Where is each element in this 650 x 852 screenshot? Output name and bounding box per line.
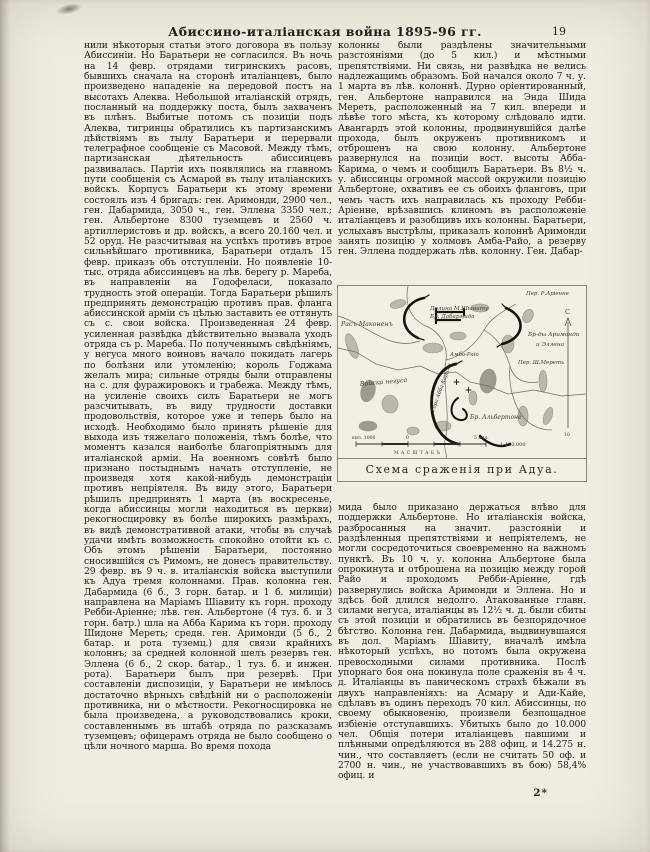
scan-smudge bbox=[55, 1, 83, 16]
scale-left-label: кил. 1000 bbox=[352, 436, 376, 441]
scale-right-label: 5 кил. bbox=[474, 436, 489, 441]
right-text-column-bottom: мида было приказано держаться влѣво для поддержки Альбертоне. Но италіанскія войска, разбросанныя на значит. разстояніи и раздѣленныя препятствіями и непріятелемъ, не могли сосредоточиться своевременно на важномъ пунктѣ. Въ 10 ч. у. колонна Альбертоне была опрокинута и отброшена на позицію между горой Райо и проходомъ Ребби-Аріенне, гдѣ развернулись войска Аримонди и Эллена. Но и здѣсь бой длился недолго. Атакованные главн. силами негуса, италіанцы въ 12½ ч. д. были сбиты съ этой позиціи и обратились въ безпорядочное бѣгство. Колонна ген. Дабармида, выдвинувшаяся въ дол. Маріамъ Шіавиту, вначалѣ имѣла нѣкоторый успѣхъ, но потомъ была окружена превосходными силами противника. Послѣ упорнаго боя она покинула поле сраженія въ 4 ч. д. Италіанцы въ паническомъ страхѣ бѣжали въ двухъ направленіяхъ: на Асмару и Ади-Кайе, сдѣлавъ въ одинъ переходъ 70 кил. Абиссинцы, по своему обыкновенію, произвели безпощадное избіеніе отступавшихъ. Убитыхъ было до 10.000 чел. Общія потери италіанцевъ павшими и плѣнными опредѣляются въ 288 офиц. и 14.275 н. чин., что составляетъ (если не считать 50 оф. и 2700 н. чин., не участвовавшихъ въ бою) 58,4% офиц. и bbox=[338, 503, 586, 782]
running-head: Абиссино-италіанская война 1895-96 гг. bbox=[168, 24, 482, 39]
map-label-per-sh-meret: Пер. Ш.Мереть bbox=[518, 360, 565, 366]
battle-map-figure bbox=[337, 285, 587, 482]
svg-text:10: 10 bbox=[564, 433, 570, 438]
map-label-abba-karima: Гора Абба-Карима bbox=[430, 362, 454, 413]
map-label-amba-raio: Амба-Раіо bbox=[450, 352, 479, 358]
map-label-br-albertone: Бр. Альбертоне bbox=[470, 414, 522, 421]
north-arrow-icon bbox=[564, 308, 571, 438]
signature-mark: 2* bbox=[533, 787, 548, 799]
scan-edge-shadow bbox=[0, 0, 10, 852]
map-label-dolina-shiavitu: Долина М.Шіавиту bbox=[430, 306, 489, 312]
map-label-ras-makonen: Расъ Маконенъ bbox=[341, 321, 393, 328]
map-label-brigades-arimondi: Бр-ды Аримонди bbox=[528, 332, 580, 338]
scale-ratio: 1:420.000 bbox=[500, 442, 526, 448]
svg-text:С: С bbox=[565, 308, 570, 316]
map-label-per-r-arienne: Пер. Р.Аріенне bbox=[526, 291, 569, 297]
page-number: 19 bbox=[552, 25, 566, 38]
left-text-column: нили нѣкоторыя статьи этого договора въ пользу Абиссиніи. Но Баратьери не согласился. Въ ночь на 14 февр. отрядами тигринскихъ расовъ, бывшихъ сначала на сторонѣ италіанцевъ, было произведено нападеніе на передовой постъ на высотахъ Алеква. Небольшой италіанскій отрядъ, посланный на поддержку поста, былъ захваченъ въ плѣнъ. Выбитые потомъ съ позиціи подъ Алеква, тигринцы обратились къ партизанскимъ дѣйствіямъ въ тылу Баратьери и перервали телеграфное сообщеніе съ Масовой. Между тѣмъ, партизанская дѣятельность абиссинцевъ развивалась. Партіи ихъ появлялись на главномъ пути сообщенія съ Асмарой въ тылу италіанскихъ войскъ. Корпусъ Баратьери къ этому времени состоялъ изъ 4 бригадъ: ген. Аримонди, 2900 чел., ген. Дабармида, 3050 ч., ген. Эллена 3350 чел.; ген. Альбертоне 8300 туземцевъ и 2560 ч. артиллеристовъ и др. войскъ, а всего 20.160 чел. и 52 оруд. Не разсчитывая на успѣхъ противъ втрое сильнѣйшаго противника, Баратьери отдалъ 15 февр. приказъ объ отступленіи. Но появленіе 10-тыс. отряда абиссинцевъ на лѣв. берегу р. Мареба, въ направленіи на Годофеласи, показало трудность этой операціи. Тогда Баратьери рѣшилъ предпринять демонстрацію противъ прав. фланга абиссинской арміи съ цѣлью заставить ее оттянуть съ с. свои войска. Произведенная 24 февр. усиленная развѣдка дѣйствительно вызвала уходъ отряда съ р. Мареба. По полученнымъ свѣдѣніямъ, у негуса много воиновъ начало покидать лагерь по болѣзни или утомленію; король Годжама желалъ мира; сильные отряды были отправлены на с. для фуражировокъ и грабежа. Между тѣмъ, на усиленіе своихъ силъ Баратьери не могъ разсчитывать, въ виду трудности доставки продовольствія, которое уже и теперь было на исходѣ. Необходимо было принять рѣшеніе для выхода изъ тяжелаго положенія, тѣмъ болѣе, что моментъ казался наиболѣе благопріятнымъ для италіанской арміи. На военномъ совѣтѣ было признано постыднымъ начать отступленіе, не произведя хотя какой-нибудь демонстраціи противъ непріятеля. Въ виду этого, Баратьери рѣшилъ предпринять 1 марта (въ воскресенье, когда абиссинцы могли находиться въ церкви) рекогносцировку въ болѣе широкихъ размѣрахъ, въ видѣ демонстративной атаки, чтобы въ случаѣ удачи имѣть возможность спокойно отойти къ с. Объ этомъ рѣшеніи Баратьери, постоянно сносившійся съ Римомъ, не донесъ правительству. 29 февр. въ 9 ч. в. италіанскія войска выступили къ Адуа тремя колоннами. Прав. колонна ген. Дабармида (6 б., 3 горн. батар. и 1 б. милиціи) направлена на Маріамъ Шіавиту къ горн. проходу Ребби-Аріенне; лѣв. ген. Альбертоне (4 туз. б. и 3 горн. батр.) шла на Абба Карима къ горн. проходу Шидоне Мереть; средн. ген. Аримонди (5 б., 2 батар. и рота туземц.) для связи крайнихъ колоннъ; за средней колонной шелъ резервъ ген. Эллена (6 б., 2 скор. батар., 1 туз. б. и инжен. рота). Баратьери былъ при резервѣ. При составленіи диспозиціи, у Баратьери не имѣлось достаточно вѣрныхъ свѣдѣній ни о расположеніи противника, ни о мѣстности. Рекогносцировка не была произведена, а руководствовались кроки, составленнымъ въ штабѣ отряда по разсказамъ туземцевъ; офицерамъ отряда не было сообщено о цѣли ночного марша. Во время похода bbox=[84, 41, 332, 753]
map-label-br-dabarmida: Бр. Дабармида bbox=[430, 314, 475, 320]
battle-map bbox=[338, 286, 586, 458]
scale-bar bbox=[352, 435, 526, 456]
map-label-negus-troops: Войска негуса bbox=[359, 376, 408, 388]
right-text-column-top: колонны были раздѣлены значительными разстояніями (до 5 кил.) и мѣстными препятствіями. Ни связь, ни развѣдка не велись надлежащимъ образомъ. Бой начался около 7 ч. у. 1 марта въ лѣв. колоннѣ. Дурно оріентированный, ген. Альбертоне направился на Энда Шида Мереть, расположенный на 7 кил. впереди и лѣвѣе того мѣста, къ которому слѣдовало идти. Авангардъ этой колонны, продвинувшійся далѣе прохода, былъ окруженъ противникомъ и отброшенъ на свою колонну. Альбертоне развернулся на позиціи вост. высоты Абба-Карима, о чемъ и сообщилъ Баратьери. Въ 8½ ч. у. абиссинцы огромной массой окружили позицію Альбертоне, охвативъ ее съ обоихъ фланговъ, при чемъ часть ихъ направилась къ проходу Ребби-Аріенне, врѣзавшись клиномъ въ расположеніе италіанцевъ и разобщивъ ихъ колонны. Баратьери, услыхавъ выстрѣлы, приказалъ колоннѣ Аримонди занять позицію у холмовъ Амба-Райо, а резерву ген. Эллена поддержать лѣв. колонну. Ген. Дабар- bbox=[338, 41, 586, 258]
map-label-ellena: и Эллена bbox=[536, 342, 565, 348]
figure-caption: Схема сраженія при Адуа. bbox=[338, 458, 586, 481]
scale-word: МАСШТАБЪ bbox=[394, 451, 443, 456]
scale-zero-label: 0 bbox=[406, 436, 409, 441]
